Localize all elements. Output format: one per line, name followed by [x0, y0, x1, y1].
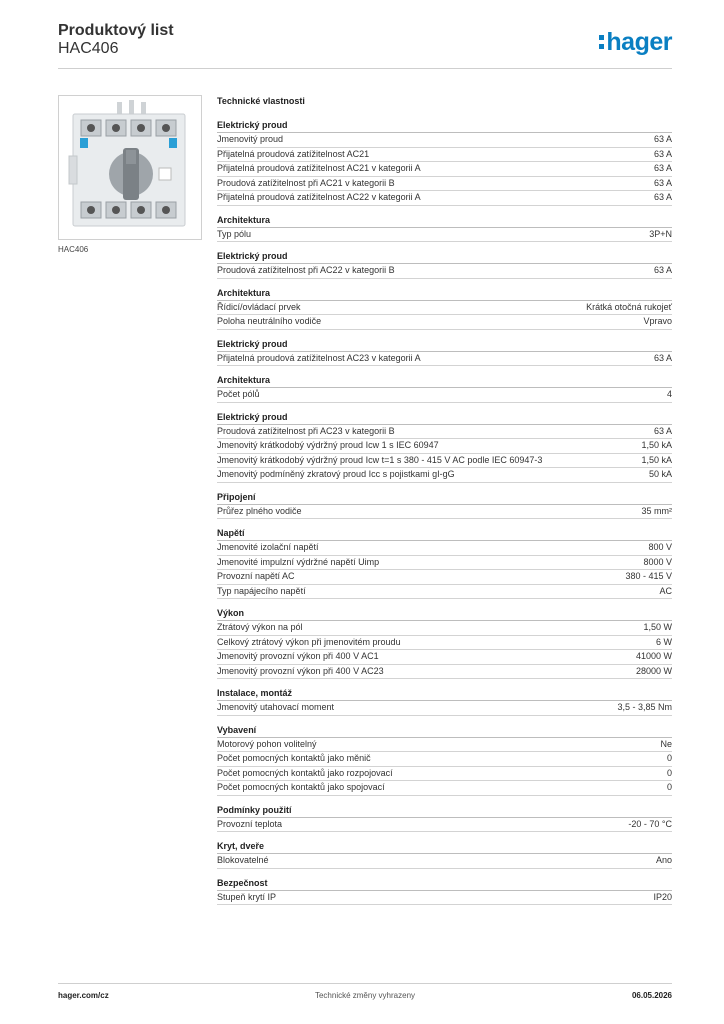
spec-row: [217, 570, 672, 585]
spec-value: IP20: [653, 891, 672, 902]
spec-value: 63 A: [653, 163, 672, 173]
spec-label: Počet pomocných kontaktů jako rozpojovací: [217, 767, 393, 778]
section-heading: Architektura: [217, 288, 672, 301]
spec-row: [217, 665, 672, 680]
spec-value: 3,5 - 3,85 Nm: [617, 702, 672, 712]
spec-row: [217, 541, 672, 556]
section-heading: Architektura: [217, 375, 672, 388]
spec-label: Stupeň krytí IP: [217, 891, 277, 902]
spec-row: [217, 425, 672, 440]
page-header: [58, 22, 672, 68]
spec-label: Přijatelná proudová zatížitelnost AC22 v kategorii A: [217, 192, 421, 202]
section-heading: Elektrický proud: [217, 251, 672, 264]
spec-value: 6 W: [655, 636, 672, 647]
spec-value: Vpravo: [643, 316, 672, 326]
switch-disconnector-illustration: [59, 96, 201, 239]
spec-label: Počet pomocných kontaktů jako měnič: [217, 753, 371, 763]
spec-row: [217, 177, 672, 192]
spec-row: [217, 454, 672, 469]
spec-row: [217, 162, 672, 177]
spec-row: [217, 701, 672, 716]
spec-label: Jmenovité izolační napětí: [217, 542, 319, 552]
spec-value: 1,50 kA: [641, 440, 672, 450]
spec-value: 63 A: [653, 352, 672, 363]
footer-date: 06.05.2026: [631, 991, 672, 1000]
spec-label: Jmenovité impulzní výdržné napětí Uimp: [217, 556, 380, 567]
spec-row: [217, 191, 672, 206]
spec-section: [217, 375, 672, 403]
spec-row: [217, 854, 672, 869]
section-heading: Elektrický proud: [217, 120, 672, 133]
spec-value: 63 A: [653, 177, 672, 188]
spec-row: [217, 439, 672, 454]
spec-row: [217, 468, 672, 483]
spec-label: Blokovatelné: [217, 855, 269, 865]
spec-section: [217, 608, 672, 679]
spec-label: Provozní teplota: [217, 818, 283, 829]
spec-section: [217, 688, 672, 716]
product-image: [58, 95, 202, 240]
spec-section: [217, 288, 672, 330]
spec-label: Motorový pohon volitelný: [217, 738, 317, 749]
spec-label: Proudová zatížitelnost při AC23 v kategorii B: [217, 425, 395, 436]
technical-specifications: [217, 96, 672, 914]
spec-value: 63 A: [653, 134, 672, 144]
spec-label: Poloha neutrálního vodiče: [217, 316, 322, 326]
spec-row: [217, 388, 672, 403]
spec-title: Technické vlastnosti: [217, 96, 305, 106]
section-heading: Podmínky použití: [217, 805, 672, 818]
spec-label: Proudová zatížitelnost při AC21 v kategorii B: [217, 177, 395, 188]
spec-label: Celkový ztrátový výkon při jmenovitém proudu: [217, 636, 401, 647]
spec-value: AC: [659, 585, 672, 596]
spec-section: [217, 412, 672, 483]
section-heading: Architektura: [217, 215, 672, 228]
spec-label: Přijatelná proudová zatížitelnost AC21: [217, 148, 370, 159]
spec-value: 63 A: [653, 192, 672, 202]
spec-section: [217, 528, 672, 599]
spec-label: Přijatelná proudová zatížitelnost AC21 v kategorii A: [217, 163, 421, 173]
spec-label: Průřez plného vodiče: [217, 505, 302, 516]
spec-row: [217, 781, 672, 796]
spec-value: 800 V: [648, 542, 672, 552]
spec-row: [217, 352, 672, 367]
spec-value: 380 - 415 V: [625, 571, 672, 581]
spec-label: Řídicí/ovládací prvek: [217, 301, 301, 312]
spec-label: Přijatelná proudová zatížitelnost AC23 v kategorii A: [217, 352, 421, 363]
spec-value: 63 A: [653, 265, 672, 275]
spec-row: [217, 585, 672, 600]
logo-text: hager: [606, 28, 672, 56]
section-heading: Výkon: [217, 608, 672, 621]
spec-value: 63 A: [653, 425, 672, 436]
spec-value: Ano: [655, 855, 672, 865]
spec-value: 41000 W: [635, 651, 672, 661]
spec-row: [217, 621, 672, 636]
spec-section: [217, 120, 672, 206]
spec-label: Počet pomocných kontaktů jako spojovací: [217, 782, 385, 792]
spec-label: Proudová zatížitelnost při AC22 v kategorii B: [217, 265, 395, 275]
spec-value: 3P+N: [649, 228, 672, 239]
document-title: Produktový list: [58, 22, 174, 39]
spec-row: [217, 636, 672, 651]
spec-label: Jmenovitý proud: [217, 134, 284, 144]
spec-label: Jmenovitý krátkodobý výdržný proud Icw 1 s IEC 60947: [217, 440, 439, 450]
spec-section: [217, 841, 672, 869]
spec-row: [217, 738, 672, 753]
spec-value: 63 A: [653, 148, 672, 159]
spec-value: Ne: [660, 738, 672, 749]
spec-value: 28000 W: [635, 665, 672, 676]
section-heading: Bezpečnost: [217, 878, 672, 891]
section-heading: Napětí: [217, 528, 672, 541]
section-heading: Elektrický proud: [217, 339, 672, 352]
spec-row: [217, 767, 672, 782]
spec-value: 4: [666, 389, 672, 399]
section-heading: Elektrický proud: [217, 412, 672, 425]
spec-label: Jmenovitý provozní výkon při 400 V AC1: [217, 651, 379, 661]
spec-section: [217, 492, 672, 520]
spec-row: [217, 301, 672, 316]
spec-value: 50 kA: [648, 469, 672, 479]
spec-row: [217, 264, 672, 279]
spec-section: [217, 805, 672, 833]
spec-label: Typ napájecího napětí: [217, 585, 306, 596]
spec-section: [217, 339, 672, 367]
spec-value: 1,50 kA: [641, 454, 672, 465]
section-heading: Vybavení: [217, 725, 672, 738]
section-heading: Kryt, dveře: [217, 841, 672, 854]
spec-row: [217, 315, 672, 330]
spec-value: Krátká otočná rukojeť: [586, 301, 672, 312]
spec-value: 35 mm²: [641, 505, 672, 516]
footer-disclaimer: Technické změny vyhrazeny: [314, 991, 416, 1000]
spec-section: [217, 251, 672, 279]
product-image-caption: HAC406: [58, 245, 89, 254]
spec-row: [217, 891, 672, 906]
header-divider: [58, 68, 672, 69]
spec-value: 0: [666, 782, 672, 792]
spec-row: [217, 148, 672, 163]
spec-value: 1,50 W: [643, 622, 672, 632]
spec-label: Jmenovitý utahovací moment: [217, 702, 335, 712]
spec-value: 8000 V: [643, 556, 672, 567]
spec-label: Typ pólu: [217, 228, 252, 239]
product-code: HAC406: [58, 40, 119, 57]
spec-row: [217, 752, 672, 767]
spec-label: Jmenovitý krátkodobý výdržný proud Icw t=1 s 380 - 415 V AC podle IEC 60947-3: [217, 454, 543, 465]
spec-value: 0: [666, 753, 672, 763]
spec-row: [217, 818, 672, 833]
spec-label: Ztrátový výkon na pól: [217, 622, 303, 632]
spec-section: [217, 215, 672, 243]
spec-row: [217, 133, 672, 148]
spec-value: -20 - 70 °C: [628, 818, 672, 829]
spec-label: Jmenovitý podmíněný zkratový proud Icc s pojistkami gI-gG: [217, 469, 455, 479]
footer-website-link[interactable]: hager.com/cz: [58, 991, 109, 1000]
spec-row: [217, 556, 672, 571]
logo-colon-icon: [599, 35, 604, 49]
spec-row: [217, 505, 672, 520]
hager-logo[interactable]: [599, 28, 672, 57]
footer-divider: [58, 983, 672, 984]
spec-label: Počet pólů: [217, 389, 260, 399]
spec-section: [217, 878, 672, 906]
spec-value: 0: [666, 767, 672, 778]
section-heading: Instalace, montáž: [217, 688, 672, 701]
spec-row: [217, 228, 672, 243]
section-heading: Připojení: [217, 492, 672, 505]
spec-row: [217, 650, 672, 665]
spec-label: Jmenovitý provozní výkon při 400 V AC23: [217, 665, 384, 676]
spec-label: Provozní napětí AC: [217, 571, 295, 581]
spec-section: [217, 725, 672, 796]
